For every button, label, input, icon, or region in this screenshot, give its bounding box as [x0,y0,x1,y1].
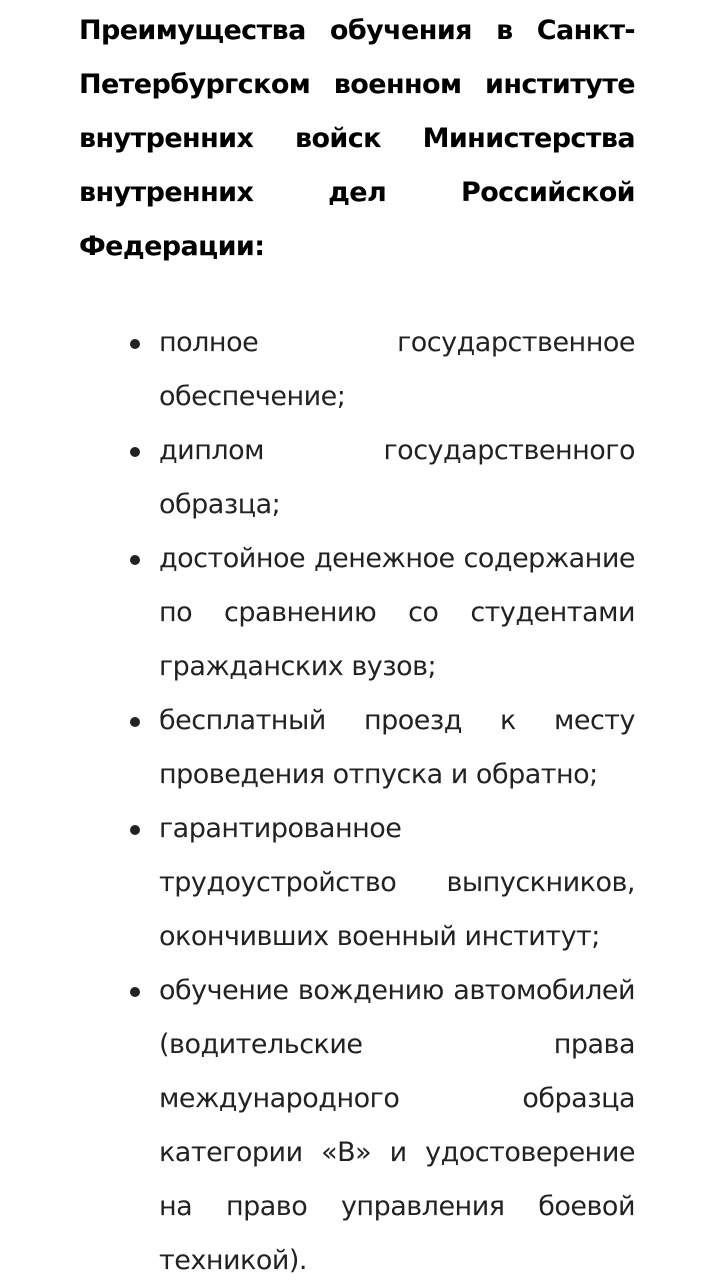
list-item [79,964,635,1288]
list-item [79,316,635,424]
list-item [79,424,635,532]
bullet-icon [130,339,140,349]
list-item [79,532,635,694]
bullet-icon [130,717,140,727]
benefits-heading: Преимущества обучения в Санкт-Петербургском военном институте внутренних войск Министерства внутренних дел Российской Федерации: [79,15,635,262]
list-item [79,694,635,802]
list-item [79,802,635,964]
benefit-text: диплом государственного образца; [159,435,635,520]
benefit-text: гарантированное трудоустройство выпускников, окончивших военный институт; [159,813,635,952]
bullet-icon [130,555,140,565]
benefit-text: достойное денежное содержание по сравнению со студентами гражданских вузов; [159,543,635,682]
benefit-text: бесплатный проезд к месту проведения отпуска и обратно; [159,705,635,790]
article [79,0,635,1288]
benefit-text: полное государственное обеспечение; [159,327,635,412]
benefit-text: обучение вождению автомобилей (водительские права международного образца категории «В» и удостоверение на право управления боевой техникой). [159,975,635,1276]
bullet-icon [130,447,140,457]
bullet-icon [130,987,140,997]
benefits-list [79,316,635,1288]
bullet-icon [130,825,140,835]
